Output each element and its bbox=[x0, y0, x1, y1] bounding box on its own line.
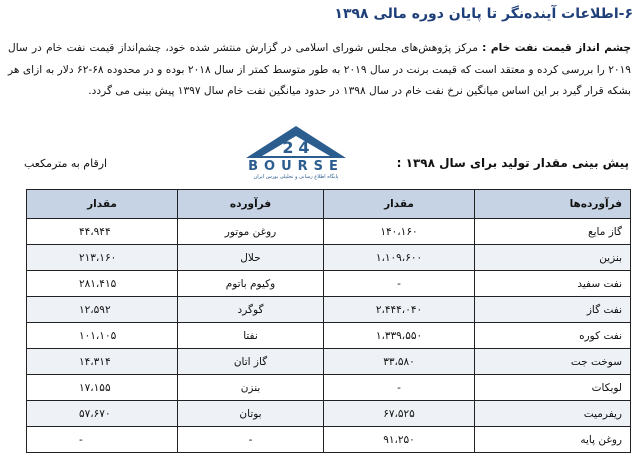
amount-cell: ۱،۱۰۹،۶۰۰ bbox=[324, 245, 475, 271]
table-row bbox=[27, 271, 631, 297]
product-cell-2: حلال bbox=[178, 245, 324, 271]
table-title: پیش بینی مقدار تولید برای سال ۱۳۹۸ : bbox=[396, 156, 629, 170]
amount-cell-2: ۱۷،۱۵۵ bbox=[27, 375, 178, 401]
amount-cell-2: ۱۴،۳۱۴ bbox=[27, 349, 178, 375]
product-cell-2: روغن موتور bbox=[178, 219, 324, 245]
svg-text:4: 4 bbox=[298, 138, 310, 157]
product-cell-2: گاز اتان bbox=[178, 349, 324, 375]
table-row bbox=[27, 375, 631, 401]
table-header-row bbox=[27, 190, 631, 219]
table-row bbox=[27, 297, 631, 323]
table-row bbox=[27, 323, 631, 349]
logo-wordmark: BOURSE bbox=[248, 159, 344, 174]
table-row bbox=[27, 401, 631, 427]
units-note: ارقام به مترمکعب bbox=[24, 157, 108, 170]
product-cell-2: گوگرد bbox=[178, 297, 324, 323]
product-cell: لوبکات bbox=[475, 375, 631, 401]
table-row bbox=[27, 349, 631, 375]
amount-cell: - bbox=[324, 375, 475, 401]
header-product: فرآورده bbox=[178, 190, 324, 219]
header-amount: مقدار bbox=[324, 190, 475, 219]
product-cell: روغن پایه bbox=[475, 427, 631, 453]
bourse-logo bbox=[228, 124, 364, 180]
logo-subtitle: پایگاه اطلاع رسانی و تحلیلی بورس ایران bbox=[253, 174, 339, 180]
table-row bbox=[27, 245, 631, 271]
production-forecast-table bbox=[26, 189, 631, 453]
amount-cell: - bbox=[324, 271, 475, 297]
amount-cell: ۹۱،۲۵۰ bbox=[324, 427, 475, 453]
product-cell: سوخت جت bbox=[475, 349, 631, 375]
product-cell: بنزین bbox=[475, 245, 631, 271]
amount-cell-2: ۲۸۱،۴۱۵ bbox=[27, 271, 178, 297]
amount-cell-2: ۱۰۱،۱۰۵ bbox=[27, 323, 178, 349]
table-row bbox=[27, 427, 631, 453]
product-cell-2: - bbox=[178, 427, 324, 453]
product-cell: نفت سفید bbox=[475, 271, 631, 297]
amount-cell: ۲،۴۴۴،۰۴۰ bbox=[324, 297, 475, 323]
product-cell-2: بوتان bbox=[178, 401, 324, 427]
product-cell-2: وکیوم باتوم bbox=[178, 271, 324, 297]
table-row bbox=[27, 219, 631, 245]
amount-cell-2: ۴۴،۹۴۴ bbox=[27, 219, 178, 245]
header-products: فرآورده‌ها bbox=[475, 190, 631, 219]
product-cell: گاز مایع bbox=[475, 219, 631, 245]
product-cell: نفت کوره bbox=[475, 323, 631, 349]
section-heading: ۶-اطلاعات آیندەنگر تا پایان دوره مالی ۱۳۹۸ bbox=[334, 6, 633, 22]
amount-cell: ۳۳،۵۸۰ bbox=[324, 349, 475, 375]
amount-cell-2: ۱۲،۵۹۲ bbox=[27, 297, 178, 323]
header-amount-2: مقدار bbox=[27, 190, 178, 219]
outlook-bold-label: چشم انداز قیمت نفت خام : bbox=[482, 42, 631, 54]
product-cell-2: بنزن bbox=[178, 375, 324, 401]
amount-cell: ۱۴۰،۱۶۰ bbox=[324, 219, 475, 245]
amount-cell-2: - bbox=[27, 427, 178, 453]
amount-cell: ۶۷،۵۲۵ bbox=[324, 401, 475, 427]
amount-cell-2: ۲۱۳،۱۶۰ bbox=[27, 245, 178, 271]
crude-oil-outlook-paragraph bbox=[8, 38, 631, 103]
svg-text:2: 2 bbox=[282, 138, 294, 157]
product-cell-2: نفتا bbox=[178, 323, 324, 349]
product-cell: ریفرمیت bbox=[475, 401, 631, 427]
outlook-text: مرکز پژوهش‌های مجلس شورای اسلامی در گزارش منتشر شده خود، چشم‌انداز قیمت نفت خام در سال ۲۰۱۹ را بررسی کرده و معتقد است که قیمت برنت در سال ۲۰۱۹ به طور متوسط کمتر از سال ۲۰۱۸ بوده و در محدوده ۶۸-۶۲ دلار به ازای هر بشکه قرار گیرد بر این اساس میانگین نرخ نفت خام در سال ۱۳۹۸ در حدود میانگین نفت خام سال ۱۳۹۷ پیش بینی می گردد. bbox=[8, 42, 631, 97]
product-cell: نفت گاز bbox=[475, 297, 631, 323]
amount-cell: ۱،۳۳۹،۵۵۰ bbox=[324, 323, 475, 349]
amount-cell-2: ۵۷،۶۷۰ bbox=[27, 401, 178, 427]
